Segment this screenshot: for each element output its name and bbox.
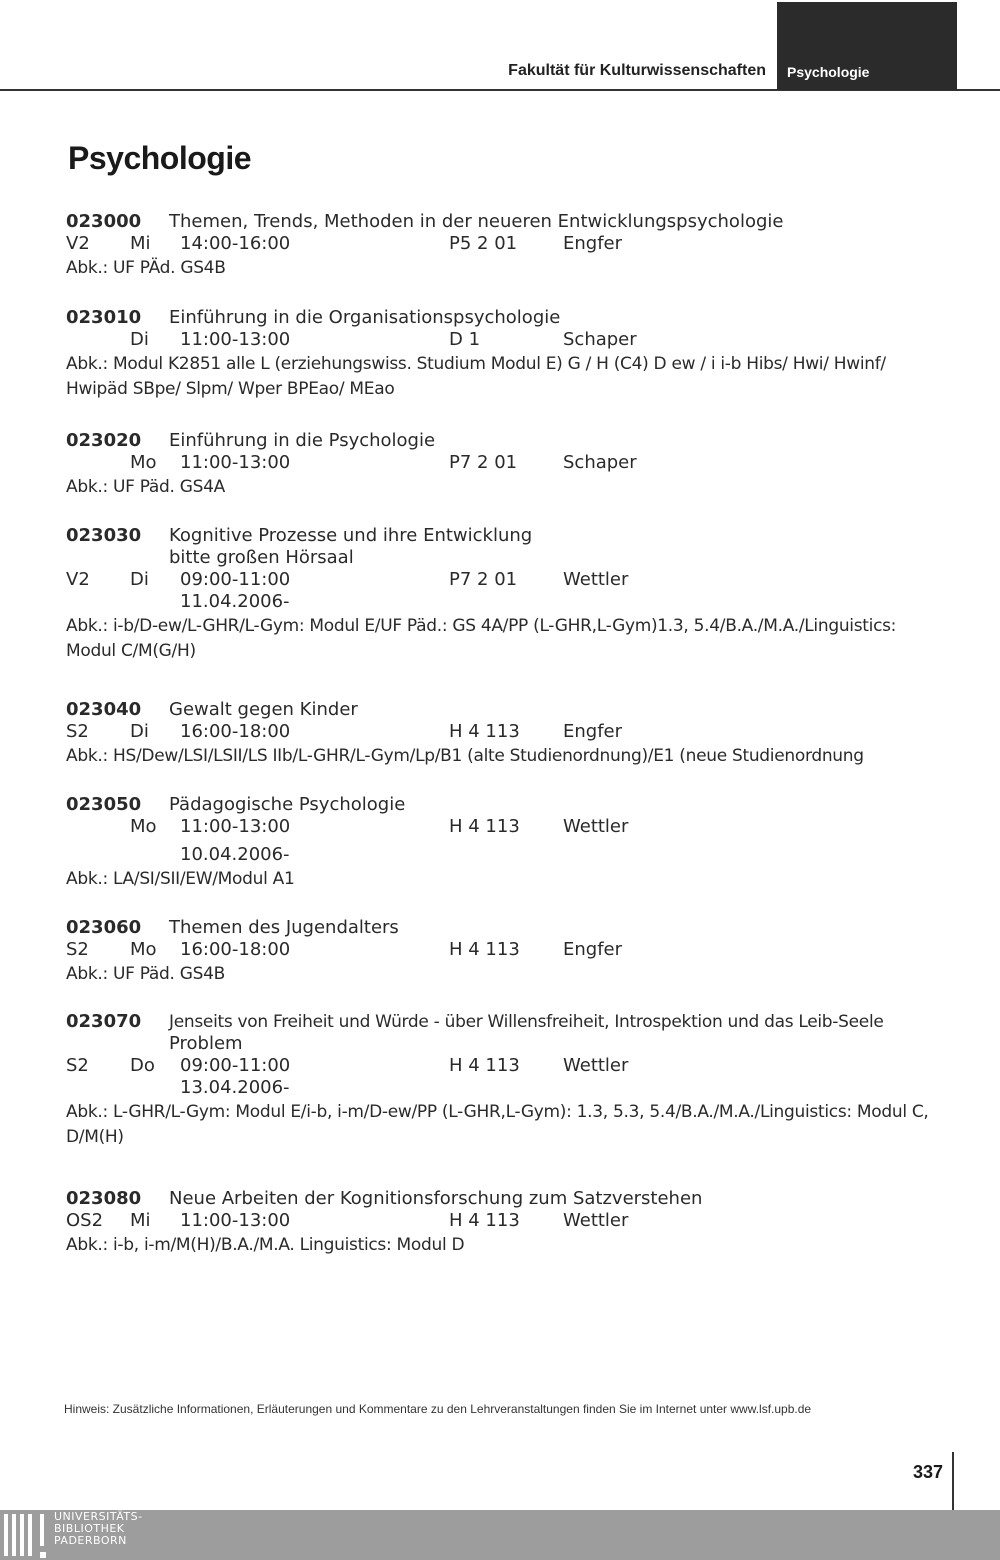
course-type: S2 [66,1055,89,1076]
course-room: H 4 113 [449,939,520,960]
course-entry [66,211,946,281]
course-lecturer: Schaper [563,329,637,350]
course-time: 11:00-13:00 [180,452,291,473]
course-lecturer: Wettler [563,1055,629,1076]
header-section-label: Psychologie [787,64,870,80]
course-room: H 4 113 [449,1210,520,1231]
course-number: 023080 [66,1188,142,1209]
course-abk: Abk.: i-b, i-m/M(H)/B.A./M.A. Linguistics: Modul D [66,1235,465,1255]
library-name-line1: UNIVERSITÄTS- [54,1510,143,1523]
course-start-date: 13.04.2006- [180,1077,290,1098]
course-entry [66,917,946,987]
course-lecturer: Engfer [563,233,623,254]
library-name-line2: BIBLIOTHEK [54,1522,125,1535]
page-number-rule [952,1452,954,1510]
course-title: Themen, Trends, Methoden in der neueren Entwicklungspsychologie [169,211,784,232]
course-lecturer: Wettler [563,1210,629,1231]
library-name-line3: PADERBORN [54,1534,127,1547]
course-time: 09:00-11:00 [180,1055,291,1076]
course-abk: Abk.: LA/SI/SII/EW/Modul A1 [66,869,295,889]
course-entry [66,699,946,769]
library-banner [0,1510,1000,1560]
course-abk: Abk.: UF PÄd. GS4B [66,258,226,278]
course-day: Mo [130,816,157,837]
course-room: H 4 113 [449,1055,520,1076]
course-number: 023030 [66,525,142,546]
course-title: Pädagogische Psychologie [169,794,406,815]
course-title-note: bitte großen Hörsaal [169,547,354,568]
course-abk: Abk.: i-b/D-ew/L-GHR/L-Gym: Modul E/UF Päd.: GS 4A/PP (L-GHR,L-Gym)1.3, 5.4/B.A./M.A./Linguistics: Modul C/M(G/H) [66,616,897,661]
course-abk: Abk.: L-GHR/L-Gym: Modul E/i-b, i-m/D-ew/PP (L-GHR,L-Gym): 1.3, 5.3, 5.4/B.A./M.A./Linguistics: Modul C, D/M(H) [66,1102,929,1147]
course-title: Gewalt gegen Kinder [169,699,358,720]
header-faculty: Fakultät für Kulturwissenschaften [508,62,766,79]
library-logo-icon [4,1514,44,1558]
course-day: Di [130,329,149,350]
course-time: 11:00-13:00 [180,816,291,837]
course-time: 11:00-13:00 [180,1210,291,1231]
course-type: S2 [66,721,89,742]
course-type: OS2 [66,1210,104,1231]
course-entry [66,430,946,500]
course-room: H 4 113 [449,816,520,837]
page-title: Psychologie [68,140,251,176]
course-room: D 1 [449,329,481,350]
course-number: 023050 [66,794,142,815]
footer-note: Hinweis: Zusätzliche Informationen, Erläuterungen und Kommentare zu den Lehrveranstaltungen finden Sie im Internet unter www.lsf.upb.de [64,1402,812,1416]
page-number: 337 [913,1462,944,1482]
course-day: Mo [130,939,157,960]
course-day: Mi [130,233,151,254]
course-title: Einführung in die Organisationspsychologie [169,307,561,328]
course-start-date: 11.04.2006- [180,591,290,612]
course-title: Neue Arbeiten der Kognitionsforschung zum Satzverstehen [169,1188,703,1209]
course-type: V2 [66,569,90,590]
course-day: Di [130,721,149,742]
course-entry [66,1011,946,1150]
course-abk: Abk.: UF Päd. GS4A [66,477,225,497]
course-title: Themen des Jugendalters [169,917,399,938]
course-number: 023040 [66,699,142,720]
course-start-date: 10.04.2006- [180,844,290,865]
course-title: Einführung in die Psychologie [169,430,436,451]
course-lecturer: Engfer [563,721,623,742]
course-time: 09:00-11:00 [180,569,291,590]
course-room: P7 2 01 [449,569,518,590]
course-number: 023020 [66,430,142,451]
course-lecturer: Wettler [563,569,629,590]
course-abk: Abk.: Modul K2851 alle L (erziehungswiss. Studium Modul E) G / H (C4) D ew / i i-b Hibs/ Hwi/ Hwinf/ Hwipäd SBpe/ Slpm/ Wper BPEao/ MEao [66,354,886,399]
course-lecturer: Wettler [563,816,629,837]
course-lecturer: Schaper [563,452,637,473]
course-day: Mo [130,452,157,473]
course-day: Mi [130,1210,151,1231]
course-time: 16:00-18:00 [180,939,291,960]
course-entry [66,525,946,664]
course-title: Kognitive Prozesse und ihre Entwicklung [169,525,533,546]
library-name [54,1511,143,1547]
course-title: Jenseits von Freiheit und Würde - über Willensfreiheit, Introspektion und das Leib-Seele [169,1012,884,1032]
course-time: 11:00-13:00 [180,329,291,350]
course-time: 14:00-16:00 [180,233,291,254]
course-day: Do [130,1055,155,1076]
course-type: S2 [66,939,89,960]
course-number: 023070 [66,1011,142,1032]
course-type: V2 [66,233,90,254]
course-time: 16:00-18:00 [180,721,291,742]
course-title-continued: Problem [169,1033,243,1054]
course-number: 023000 [66,211,142,232]
course-number: 023060 [66,917,142,938]
header-section-tab [777,2,957,90]
course-abk: Abk.: UF Päd. GS4B [66,964,225,984]
course-entry [66,794,946,892]
course-day: Di [130,569,149,590]
course-entry [66,1188,946,1258]
course-room: H 4 113 [449,721,520,742]
course-abk: Abk.: HS/Dew/LSI/LSII/LS IIb/L-GHR/L-Gym/Lp/B1 (alte Studienordnung)/E1 (neue Studienordnung [66,746,864,766]
course-entry [66,307,946,402]
course-number: 023010 [66,307,142,328]
course-lecturer: Engfer [563,939,623,960]
course-room: P5 2 01 [449,233,518,254]
course-room: P7 2 01 [449,452,518,473]
